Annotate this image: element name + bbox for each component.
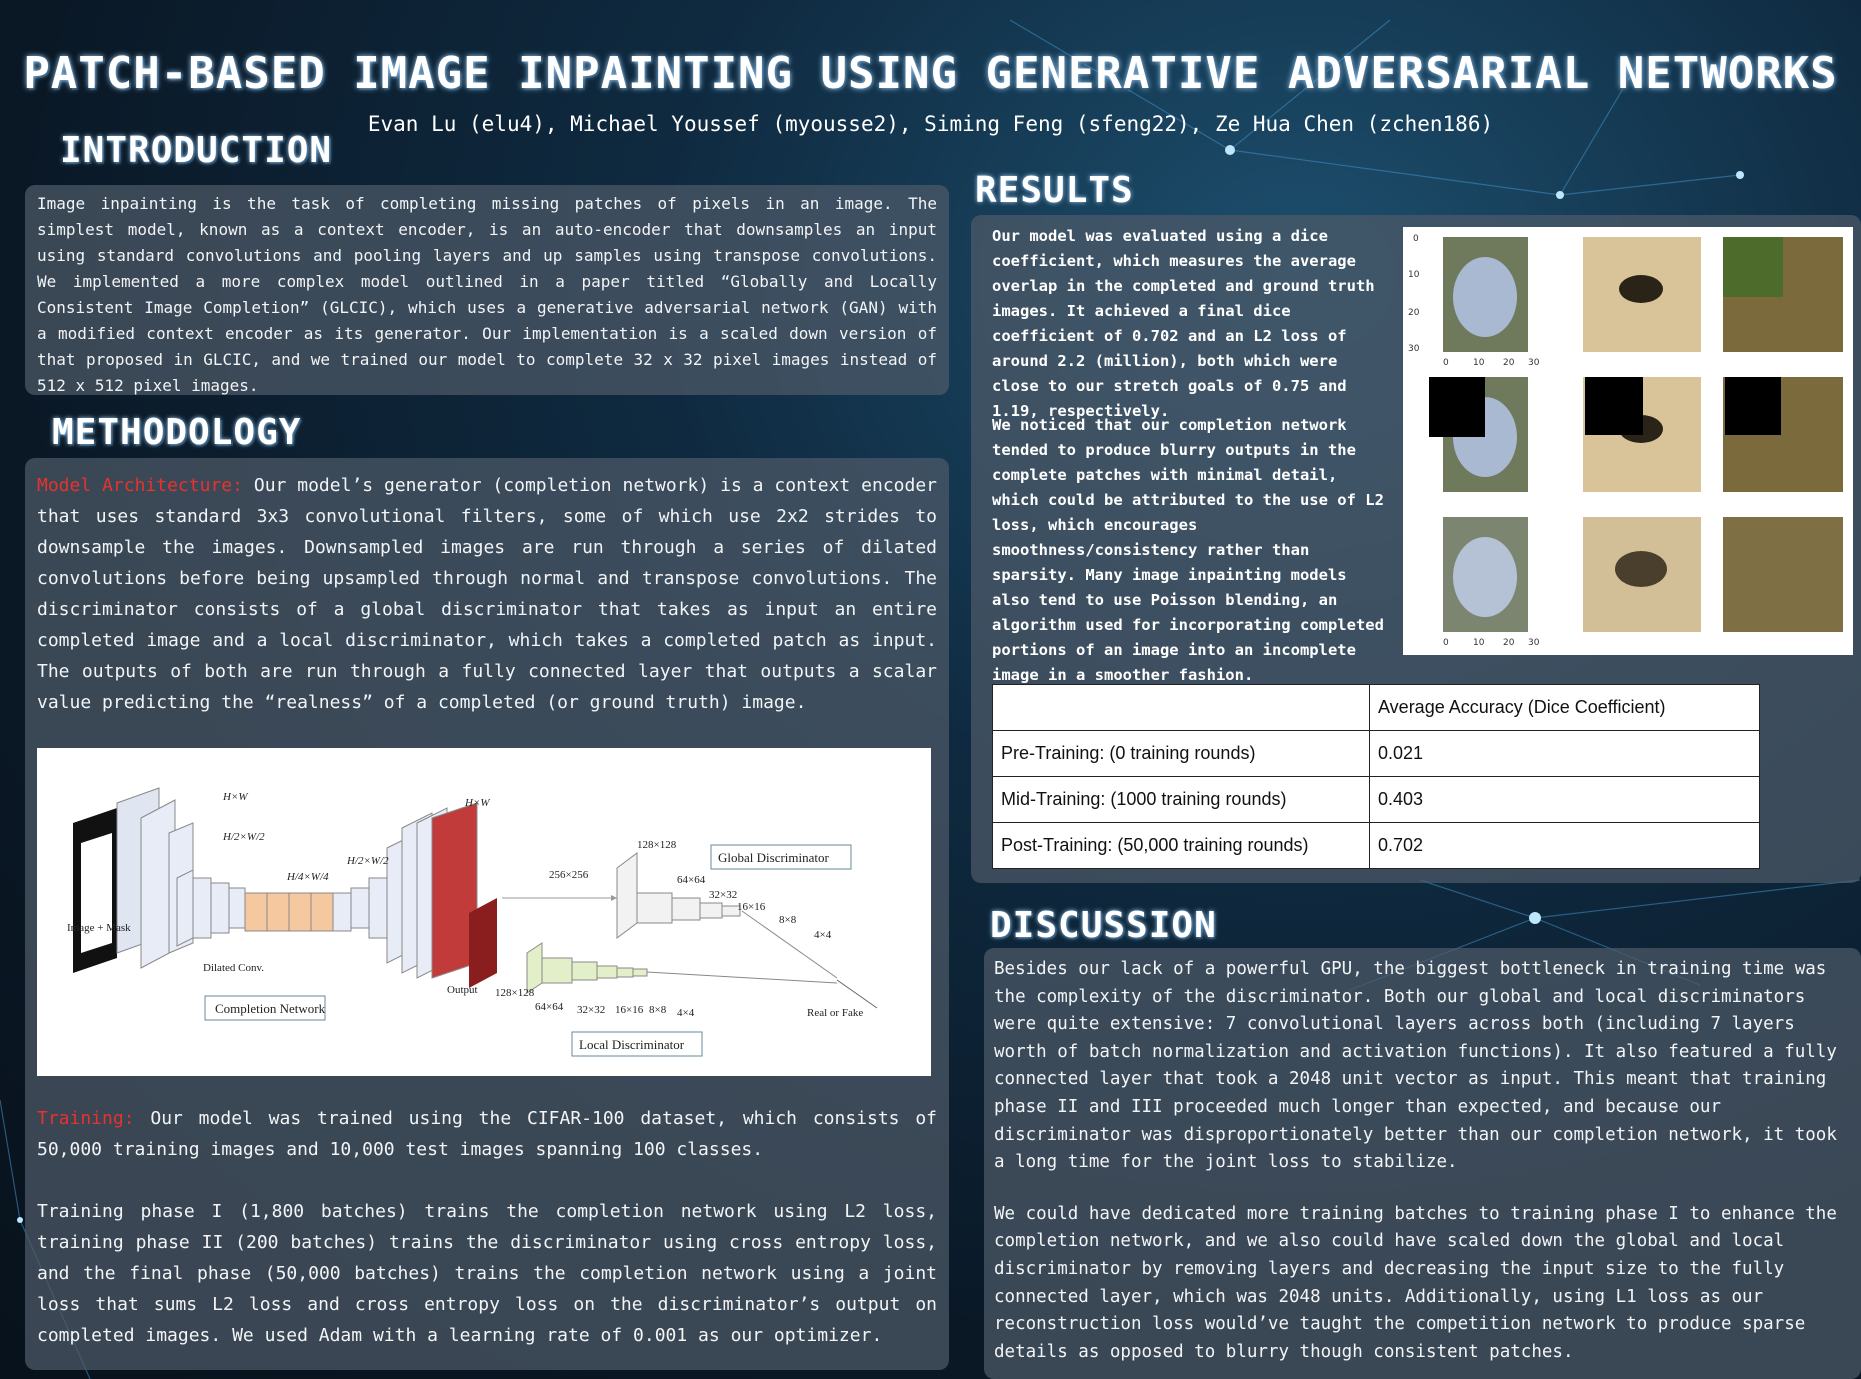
tick-y-30: 30 bbox=[1408, 344, 1420, 354]
tick-x3-10: 10 bbox=[1473, 638, 1485, 648]
global-discriminator-label: Global Discriminator bbox=[718, 850, 829, 865]
methodology-heading: METHODOLOGY bbox=[52, 412, 302, 453]
label-hw: H×W bbox=[223, 791, 248, 803]
architecture-text: Our model’s generator (completion network) is a context encoder that uses standard 3x3 convolutional filters, some of which use 2x2 strides to downsample the images. Downsampled images are run through a series of dilated convolutions before being upsampled through normal and transpose convolutions. The discriminator consists of a global discriminator that takes as input an entire completed image and a local discriminator, which takes a completed patch as input. The outputs of both are run through a fully connected layer that outputs a scalar value predicting the “realness” of a completed (or ground truth) image. bbox=[37, 475, 938, 713]
introduction-text: Image inpainting is the task of completing missing patches of pixels in an image. The simplest model, known as a context encoder, is an auto-encoder that downsamples an input using standard convolutions and pooling layers and up samples using transpose convolutions. We implemented a more complex model outlined in a paper titled “Globally and Locally Consistent Image Completion” (GLCIC), which uses a generative adversarial network (GAN) with a modified context encoder as its generator. Our implementation is a scaled down version of that proposed in GLCIC, and we trained our model to complete 32 x 32 pixel images instead of 512 x 512 pixel images. bbox=[37, 194, 937, 395]
grid-image-r3c3 bbox=[1723, 517, 1843, 632]
discussion-panel bbox=[984, 948, 1861, 1379]
label-h2w2-b: H/2×W/2 bbox=[347, 855, 389, 867]
discussion-heading: DISCUSSION bbox=[990, 905, 1217, 946]
training-phases-text: Training phase I (1,800 batches) trains the completion network using L2 loss, training phase II (200 batches) trains the discriminator using cross entropy loss, and the final phase (50,000 batches) trains the completion network using a joint loss that sums L2 loss and cross entropy loss on the discriminator’s output on completed images. We used Adam with a learning rate of 0.001 as our optimizer. bbox=[37, 1201, 937, 1346]
table-row bbox=[993, 823, 1760, 869]
table-cell: Mid-Training: (1000 training rounds) bbox=[993, 777, 1370, 823]
l-size-0: 128×128 bbox=[495, 987, 535, 999]
g-size-6: 4×4 bbox=[814, 929, 832, 941]
label-hw-out: H×W bbox=[465, 797, 490, 809]
tick-y-10: 10 bbox=[1408, 270, 1420, 280]
g-size-3: 32×32 bbox=[709, 889, 738, 901]
table-cell: 0.702 bbox=[1370, 823, 1760, 869]
results-para-2: We noticed that our completion network tended to produce blurry outputs in the complete patches with minimal detail, which could be attributed to the use of L2 loss, which encourages smoothness/consistency rather than sparsity. Many image inpainting models also tend to use Poisson blending, an algorithm used for incorporating completed portions of an image into an incomplete image in a smoother fashion. bbox=[992, 416, 1384, 684]
tick-x3-0: 0 bbox=[1443, 638, 1449, 648]
table-header-row bbox=[993, 685, 1760, 731]
architecture-figure bbox=[37, 748, 931, 1076]
tick-x3-20: 20 bbox=[1503, 638, 1515, 648]
g-size-0: 256×256 bbox=[549, 869, 589, 881]
l-size-2: 32×32 bbox=[577, 1004, 606, 1016]
l-size-1: 64×64 bbox=[535, 1001, 564, 1013]
label-image-mask: Image + Mask bbox=[67, 922, 131, 934]
training-text: Our model was trained using the CIFAR-100 dataset, which consists of 50,000 training images and 10,000 test images spanning 100 classes. bbox=[37, 1108, 937, 1160]
tick-x3-30: 30 bbox=[1528, 638, 1540, 648]
table-cell: Post-Training: (50,000 training rounds) bbox=[993, 823, 1370, 869]
table-cell: Pre-Training: (0 training rounds) bbox=[993, 731, 1370, 777]
inpainting-results-grid bbox=[1403, 227, 1853, 655]
architecture-label: Model Architecture: bbox=[37, 475, 243, 496]
results-para-1: Our model was evaluated using a dice coefficient, which measures the average overlap in the completed and ground truth images. It achieved a final dice coefficient of 0.702 and an L2 loss of around 2.2 (million), both which were close to our stretch goals of 0.75 and 1.19, respectively. bbox=[992, 227, 1375, 420]
label-output: Output bbox=[447, 984, 478, 996]
l-size-4: 8×8 bbox=[649, 1004, 667, 1016]
l-size-5: 4×4 bbox=[677, 1007, 695, 1019]
discussion-para-2: We could have dedicated more training batches to training phase I to enhance the completion network, and we also could have scaled down the global and local discriminator by removing layers and decreasing the input size to the fully connected layer, which was 2048 units. Additionally, using L1 loss as our reconstruction loss would’ve taught the competition network to produce sparse details as opposed to blurry though consistent patches. bbox=[994, 1203, 1837, 1362]
architecture-paragraph bbox=[37, 470, 937, 718]
table-row bbox=[993, 777, 1760, 823]
g-size-2: 64×64 bbox=[677, 874, 706, 886]
table-header-cell bbox=[993, 685, 1370, 731]
completion-network-label: Completion Network bbox=[215, 1001, 326, 1016]
introduction-panel bbox=[25, 185, 949, 395]
results-heading: RESULTS bbox=[975, 170, 1134, 211]
tick-y-20: 20 bbox=[1408, 308, 1420, 318]
l-size-3: 16×16 bbox=[615, 1004, 644, 1016]
g-size-4: 16×16 bbox=[737, 901, 766, 913]
authors: Evan Lu (elu4), Michael Youssef (myousse2), Siming Feng (sfeng22), Ze Hua Chen (zchen186) bbox=[367, 112, 1494, 136]
label-h2w2: H/2×W/2 bbox=[223, 831, 265, 843]
label-h4w4: H/4×W/4 bbox=[287, 871, 329, 883]
tick-x-0: 0 bbox=[1443, 358, 1449, 368]
tick-x-10: 10 bbox=[1473, 358, 1485, 368]
introduction-heading: INTRODUCTION bbox=[60, 130, 333, 171]
label-dilated: Dilated Conv. bbox=[203, 962, 264, 974]
table-cell: 0.021 bbox=[1370, 731, 1760, 777]
accuracy-table bbox=[992, 684, 1760, 869]
table-row bbox=[993, 731, 1760, 777]
label-real-or-fake: Real or Fake bbox=[807, 1007, 864, 1019]
local-discriminator-label: Local Discriminator bbox=[579, 1037, 685, 1052]
discussion-para-1: Besides our lack of a powerful GPU, the biggest bottleneck in training time was the complexity of the discriminator. Both our global and local discriminators were quite extensive: 7 convolutional layers across both (including 7 layers worth of batch normalization and activation functions). It also featured a fully connected layer that took a 2048 unit vector as input. This meant that training phase II and III proceeded much longer than expected, and because our discriminator was disproportionately better than our completion network, it took a long time for the joint loss to stabilize. bbox=[994, 959, 1837, 1173]
poster-title: PATCH-BASED IMAGE INPAINTING USING GENERATIVE ADVERSARIAL NETWORKS bbox=[23, 48, 1838, 99]
training-label: Training: bbox=[37, 1108, 135, 1129]
tick-y-0: 0 bbox=[1413, 234, 1419, 244]
table-cell: 0.403 bbox=[1370, 777, 1760, 823]
g-size-5: 8×8 bbox=[779, 914, 797, 926]
tick-x-30: 30 bbox=[1528, 358, 1540, 368]
table-header-cell: Average Accuracy (Dice Coefficient) bbox=[1370, 685, 1760, 731]
tick-x-20: 20 bbox=[1503, 358, 1515, 368]
g-size-1: 128×128 bbox=[637, 839, 677, 851]
training-paragraph bbox=[37, 1103, 937, 1165]
